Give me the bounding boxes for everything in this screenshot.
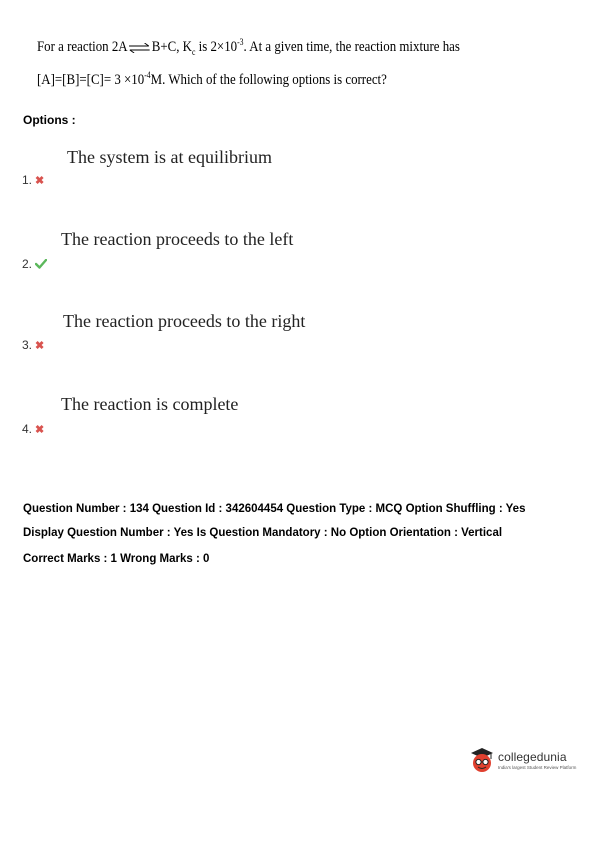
question-text-part: [A]=[B]=[C]= 3 ×10 (37, 72, 145, 88)
concentration-exponent: -4 (144, 70, 151, 80)
question-meta-line-2: Display Question Number : Yes Is Question Mandatory : No Option Orientation : Vertical (23, 527, 503, 539)
question-text-part: For a reaction 2A (37, 39, 128, 55)
option-2-number-row (22, 257, 47, 271)
question-line-2 (37, 70, 387, 89)
question-text-part: . At a given time, the reaction mixture has (243, 39, 460, 55)
question-meta-line-3: Correct Marks : 1 Wrong Marks : 0 (23, 553, 210, 565)
logo-name: collegedunia (498, 750, 567, 764)
options-label: Options : (23, 113, 76, 127)
equilibrium-arrow-icon (128, 43, 150, 53)
option-3-number-row (22, 338, 44, 352)
question-meta-line-1: Question Number : 134 Question Id : 342604454 Question Type : MCQ Option Shuffling : Yes (23, 503, 526, 515)
option-2-number: 2. (22, 257, 33, 271)
option-3-number: 3. (22, 338, 33, 352)
kc-exponent: -3 (237, 37, 244, 47)
collegedunia-logo (468, 746, 576, 774)
cross-icon: ✖ (35, 423, 45, 436)
option-3-text: The reaction proceeds to the right (63, 311, 306, 331)
logo-tagline: India's largest Student Review Platform (498, 765, 577, 770)
option-4-number: 4. (22, 422, 33, 436)
question-text-part: M. Which of the following options is correct? (150, 72, 387, 88)
option-1-number: 1. (22, 173, 33, 187)
option-2-text: The reaction proceeds to the left (61, 229, 294, 249)
option-4-number-row (22, 422, 44, 436)
question-text-part: B+C, K (151, 39, 192, 55)
graduate-mascot-icon (468, 746, 496, 774)
question-line-1 (37, 37, 460, 57)
option-1-number-row (22, 173, 44, 187)
question-text-part: is 2×10 (195, 39, 238, 55)
cross-icon: ✖ (35, 339, 45, 352)
cross-icon: ✖ (35, 174, 45, 187)
check-icon (35, 259, 47, 269)
option-1-text: The system is at equilibrium (67, 147, 272, 167)
option-4-text: The reaction is complete (61, 394, 239, 414)
kc-subscript: c (191, 47, 196, 57)
